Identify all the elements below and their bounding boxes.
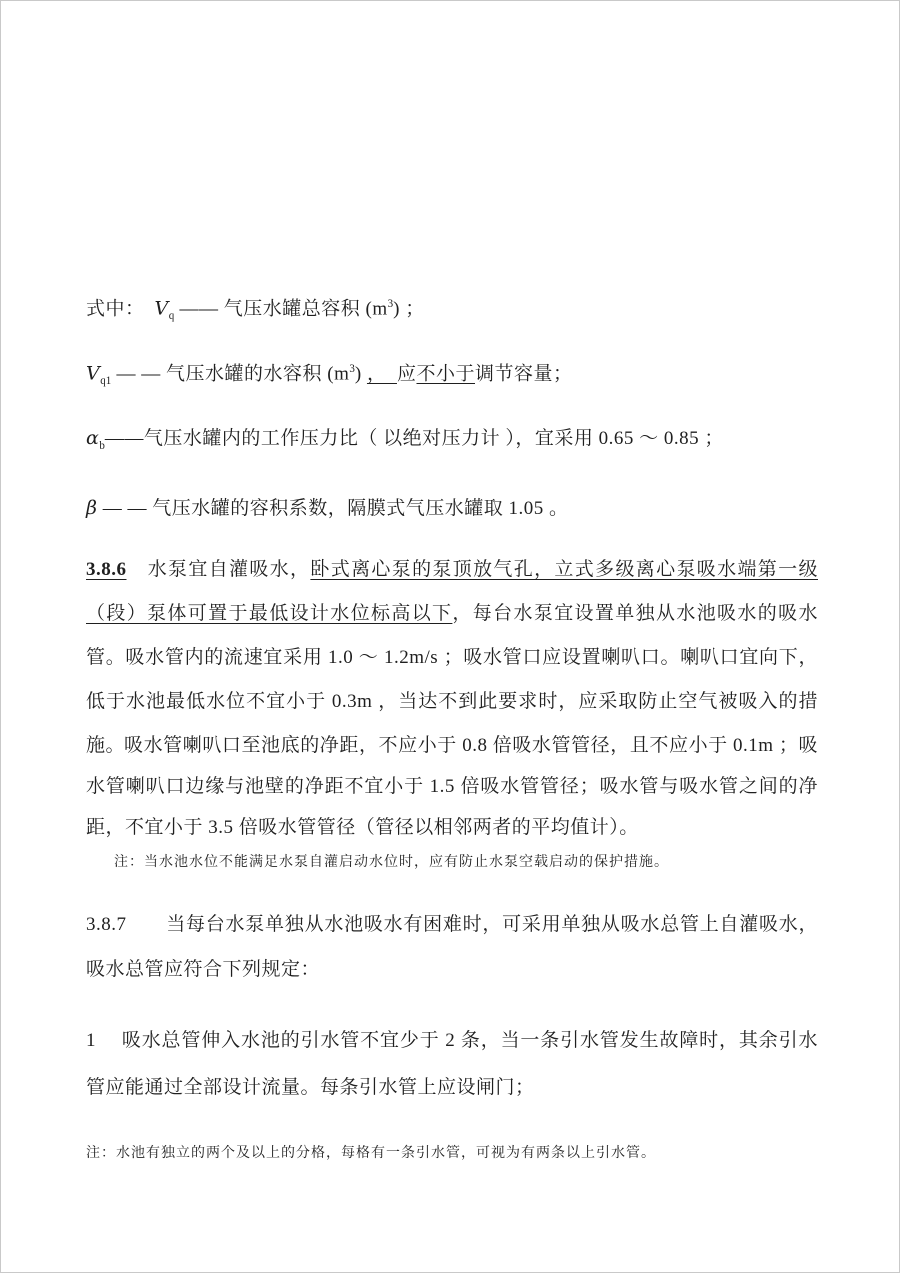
formula-term-total-volume: 式中： $V_q$ —— 气压水罐总容积 $(m^3)$ ；	[86, 297, 425, 323]
formula-term-water-volume: $V_{q1}$ — — 气压水罐的水容积 $(m^3)$ ， 应不小于调节容量；	[86, 362, 573, 388]
formula-term-volume-coefficient: β — — 气压水罐的容积系数，隔膜式气压水罐取 1.05 。	[86, 497, 569, 519]
clause-3-8-6: 3.8.6 水泵宜自灌吸水，卧式离心泵的泵顶放气孔，立式多级离心泵吸水端第一级（段）泵体可置于最低设计水位标高以下，每台水泵宜设置单独从水池吸水的吸水管。吸水管内的流速宜采用 1.0 ～ 1.2m/s ；吸水管口应设置喇叭口。喇叭口宜向下，低于水池最低水位不宜小于 0.3m ，当达不到此要求时，应采取防止空气被吸入的措施。	[86, 559, 818, 756]
clause-3-8-6-clearance-paragraph: 吸水管喇叭口至池底的净距，不应小于 0.8 倍吸水管管径，且不应小于 0.1m ；吸水管喇叭口边缘与池壁的净距不宜小于 1.5 倍吸水管管径；吸水管与吸水管之间的净距，不宜小于 3.5 倍吸水管管径（管径以相邻两者的平均值计）。	[86, 735, 818, 838]
clause-3-8-7-note: 注：水池有独立的两个及以上的分格，每格有一条引水管，可视为有两条以上引水管。	[86, 1146, 656, 1161]
formula-term-pressure-ratio: $\alpha_b——$气压水罐内的工作压力比（ 以绝对压力计 ），宜采用 0.65 ～ 0.85 ；	[86, 427, 724, 452]
clause-3-8-7: 3.8.7 当每台水泵单独从水池吸水有困难时，可采用单独从吸水总管上自灌吸水，吸水总管应符合下列规定：	[86, 914, 818, 980]
clause-3-8-6-note: 注：当水池水位不能满足水泵自灌启动水位时，应有防止水泵空载启动的保护措施。	[114, 855, 669, 870]
clause-3-8-7-item-1: 1 吸水总管伸入水池的引水管不宜少于 2 条，当一条引水管发生故障时，其余引水管应能通过全部设计流量。每条引水管上应设闸门；	[86, 1030, 818, 1098]
